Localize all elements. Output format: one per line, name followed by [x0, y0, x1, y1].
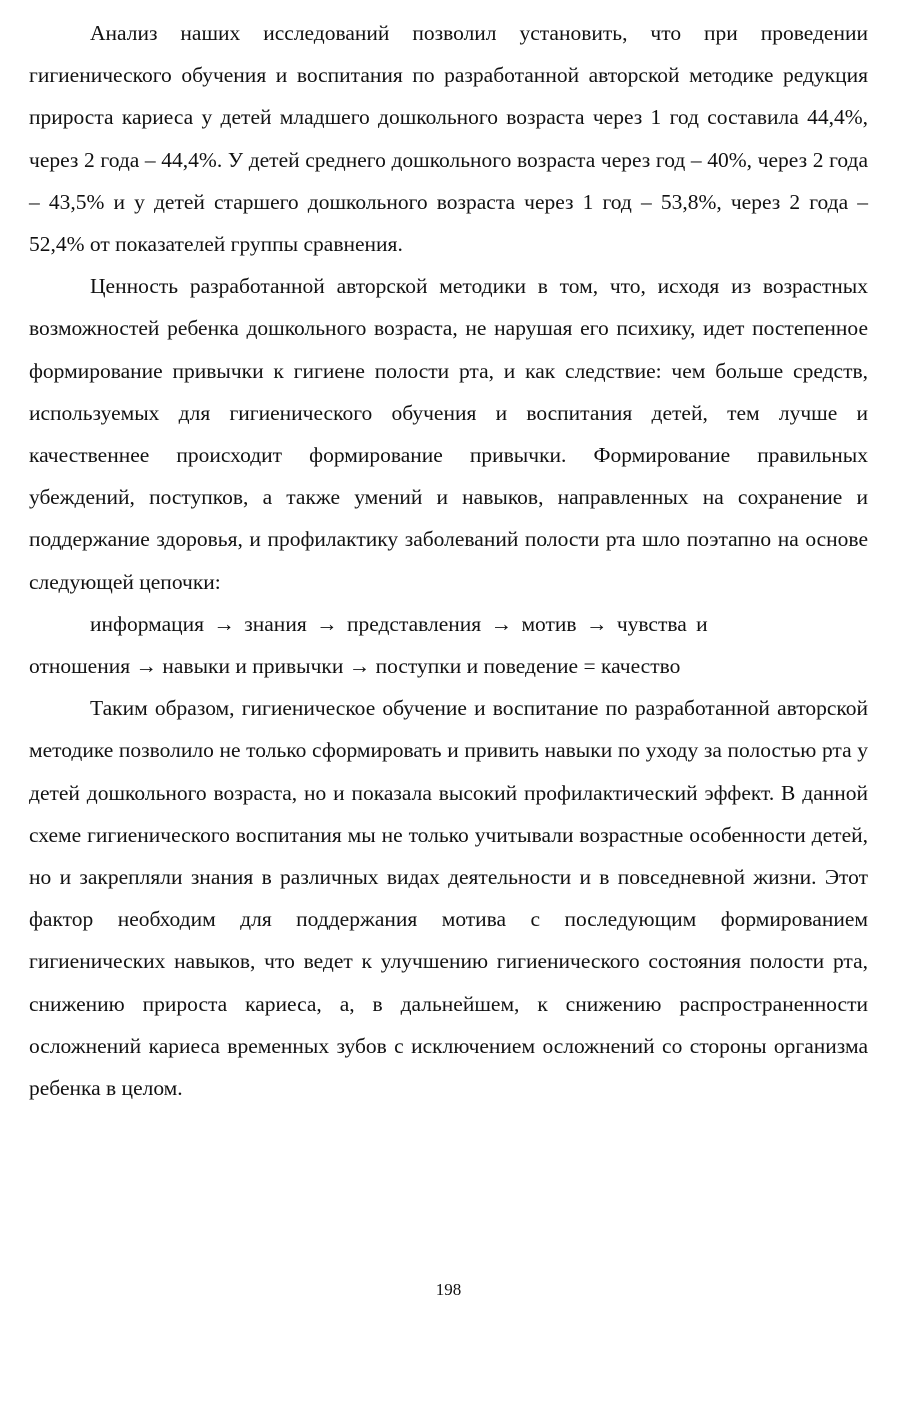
page-number: 198	[435, 1280, 462, 1299]
habit-formation-chain	[29, 603, 868, 687]
paragraph-conclusion: Таким образом, гигиеническое обучение и воспитание по разработанной авторской методике позволило не только сформировать и привить навыки по уходу за полостью рта у детей дошкольного возраста, но и показала высокий профилактический эффект. В данной схеме гигиенического воспитания мы не только учитывали возрастные особенности детей, но и закрепляли знания в различных видах деятельности и в повседневной жизни. Этот фактор необходим для поддержания мотива с последующим формированием гигиенических навыков, что ведет к улучшению гигиенического состояния полости рта, снижению прироста кариеса, а, в дальнейшем, к снижению распространенности осложнений кариеса временных зубов с исключением осложнений со стороны организма ребенка в целом.	[29, 696, 868, 1101]
paragraph-results: Анализ наших исследований позволил установить, что при проведении гигиенического обучения и воспитания по разработанной авторской методике редукция прироста кариеса у детей младшего дошкольного возраста через 1 год составила 44,4%, через 2 года – 44,4%. У детей среднего дошкольного возраста через год – 40%, через 2 года – 43,5% и у детей старшего дошкольного возраста через 1 год – 53,8%, через 2 года – 52,4% от показателей группы сравнения.	[29, 21, 868, 257]
body-text	[29, 12, 868, 1109]
chain-line-2: отношения → навыки и привычки → поступки и поведение = качество	[29, 654, 681, 679]
chain-line-1: информация → знания → представления → мотив → чувства и	[90, 611, 708, 636]
paragraph-method-value: Ценность разработанной авторской методики в том, что, исходя из возрастных возможностей ребенка дошкольного возраста, не нарушая его психику, идет постепенное формирование привычки к гигиене полости рта, и как следствие: чем больше средств, используемых для гигиенического обучения и воспитания детей, тем лучше и качественнее происходит формирование привычки. Формирование правильных убеждений, поступков, а также умений и навыков, направленных на сохранение и поддержание здоровья, и профилактику заболеваний полости рта шло поэтапно на основе следующей цепочки:	[29, 274, 868, 594]
